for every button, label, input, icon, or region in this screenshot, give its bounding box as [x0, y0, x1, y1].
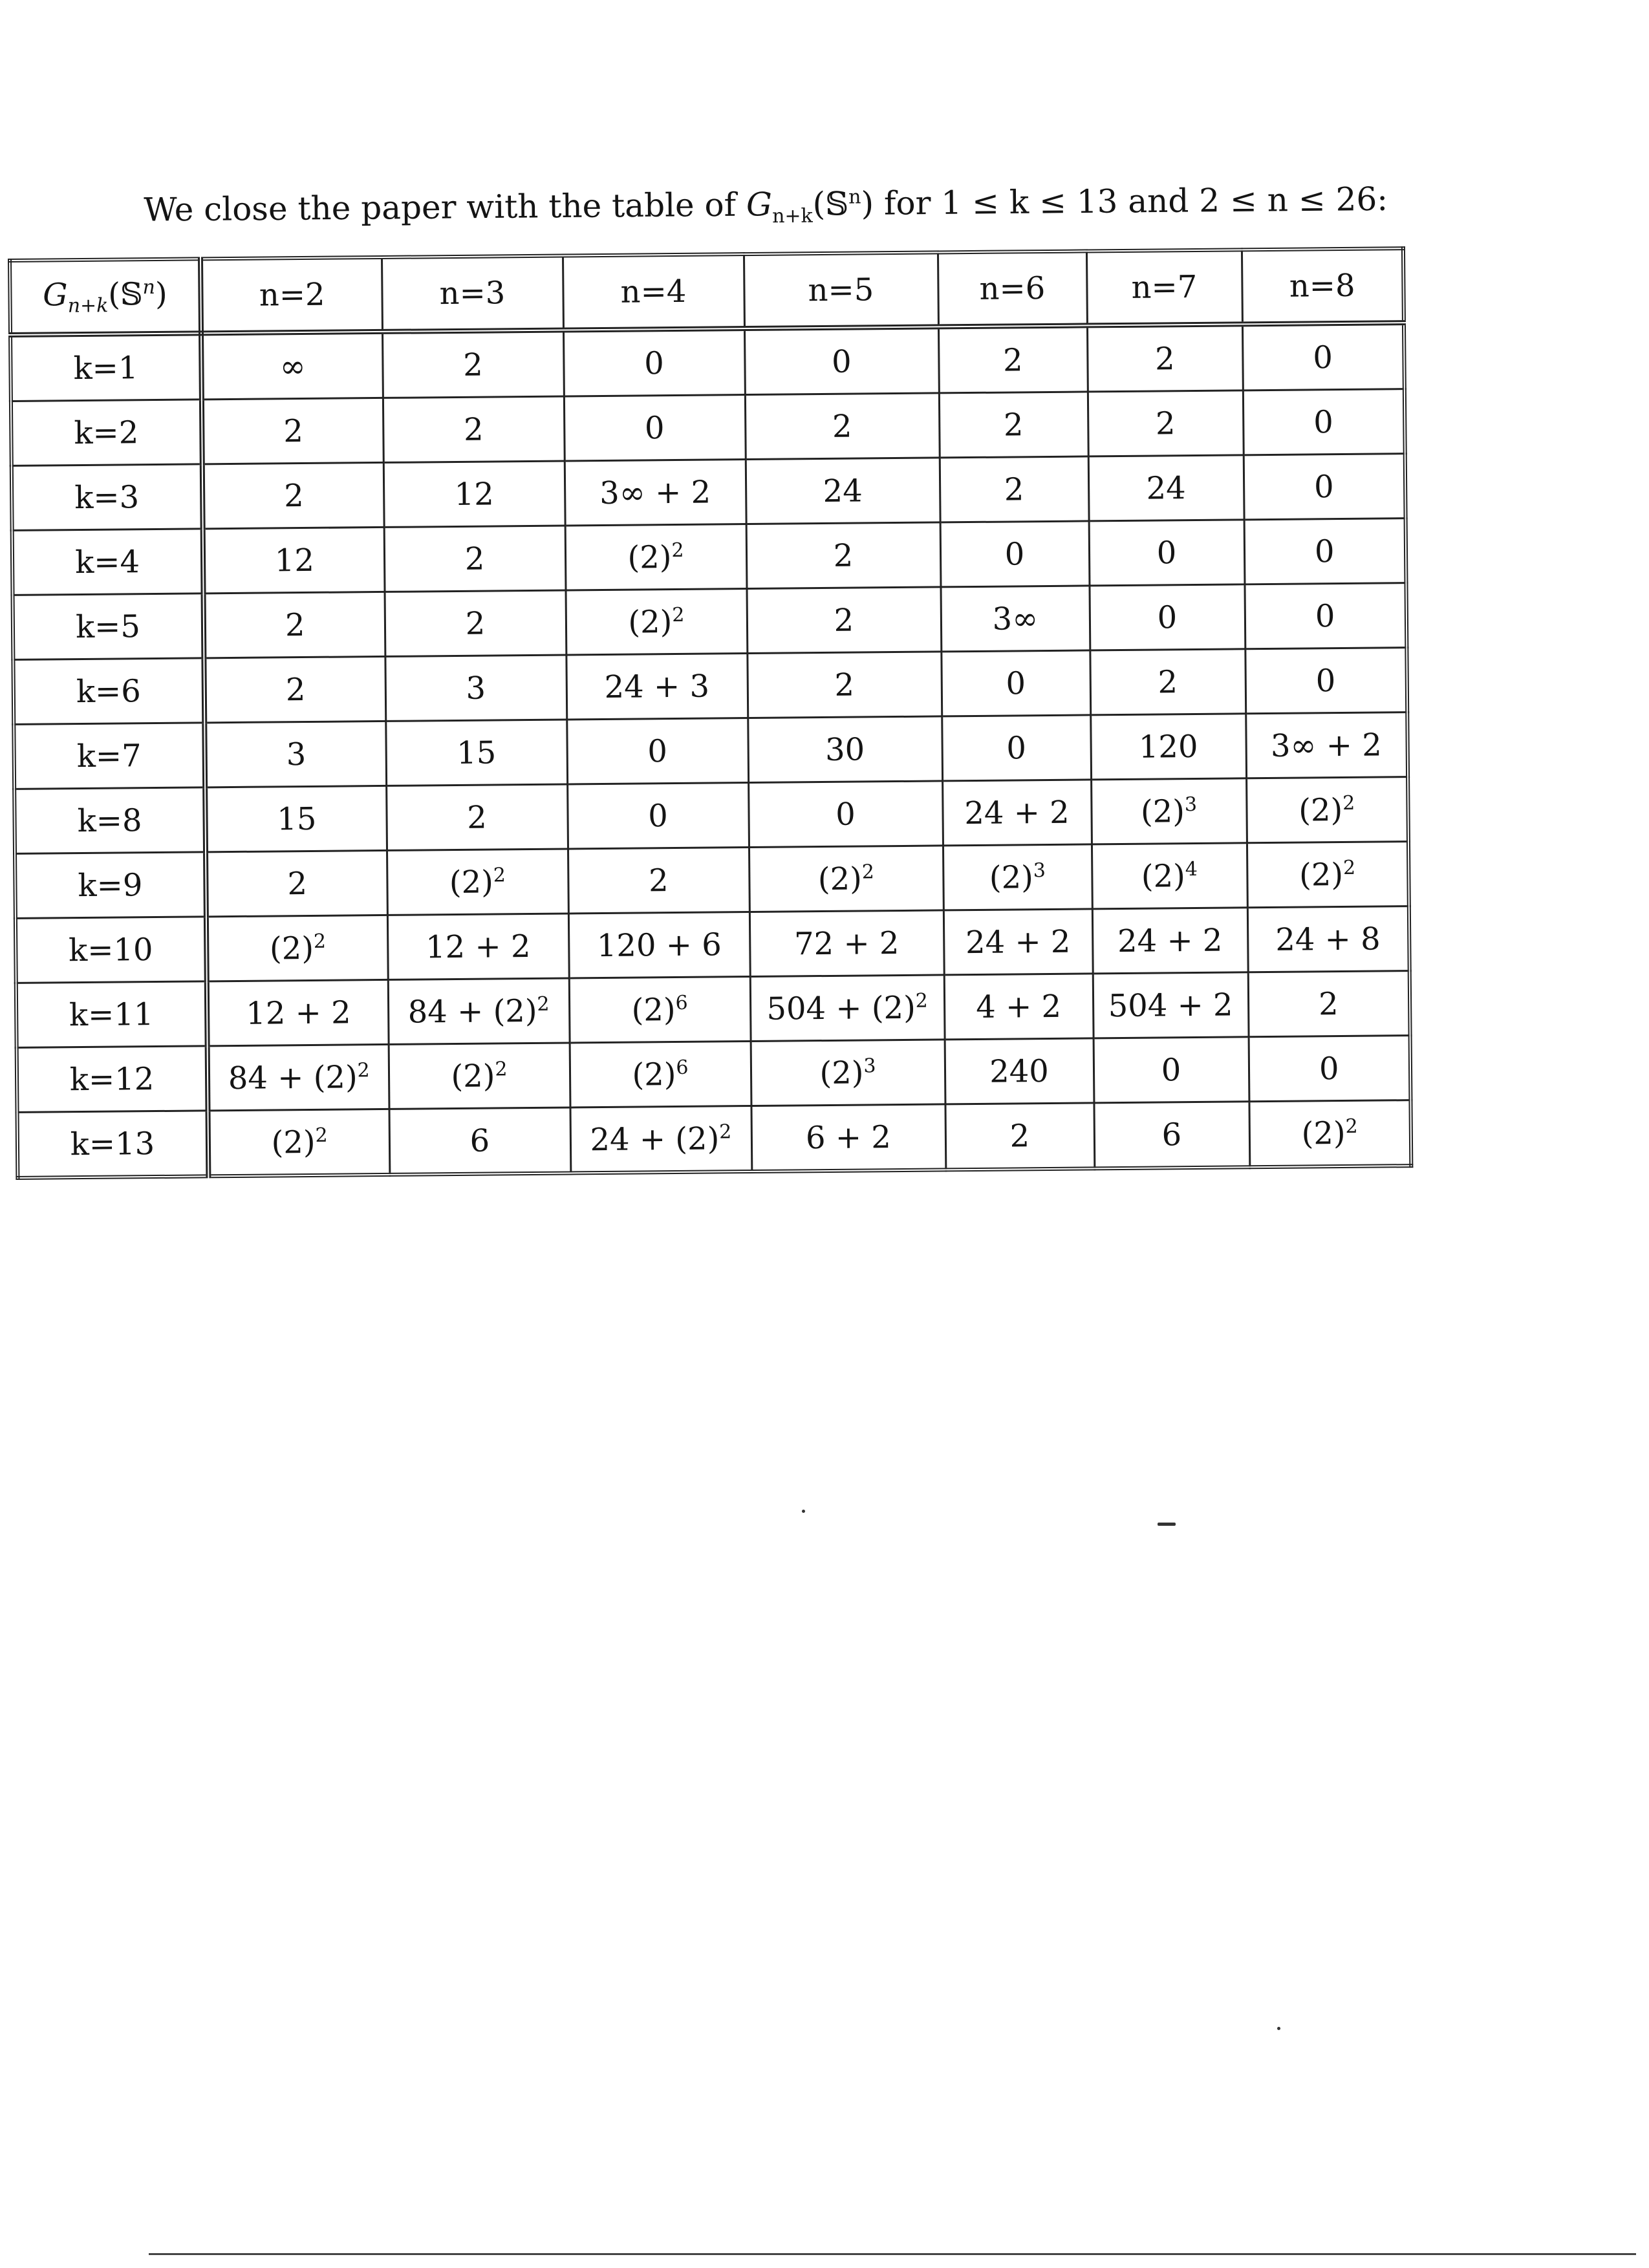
table-cell: $(2)^4$: [1092, 843, 1247, 909]
table-cell: 0: [1094, 1037, 1249, 1103]
table-cell: $(2)^6$: [570, 1042, 751, 1107]
table-cell: 6: [1094, 1102, 1249, 1169]
row-label: k=2: [11, 400, 202, 466]
table-cell: 2: [385, 590, 566, 656]
table-row: [17, 1036, 1411, 1113]
row-label: k=5: [13, 594, 204, 660]
table-cell: $(2)^2$: [208, 1109, 390, 1176]
table-cell: 0: [748, 781, 943, 848]
table-cell: 2: [1088, 390, 1244, 456]
table-cell: $84 + (2)^2$: [388, 978, 570, 1044]
table-cell: 2: [746, 587, 941, 654]
table-cell: 12 + 2: [207, 979, 389, 1045]
table-cell: 6: [389, 1107, 571, 1175]
table-cell: $(2)^6$: [569, 977, 751, 1043]
table-row: [15, 842, 1409, 919]
table-cell: 0: [564, 395, 746, 461]
table-cell: 2: [386, 784, 568, 850]
column-header: n=2: [200, 257, 382, 333]
corner-arg: (𝕊: [108, 275, 143, 313]
row-label: k=10: [16, 917, 207, 983]
table-cell: 24 + 2: [943, 909, 1093, 975]
table-cell: 0: [1089, 520, 1245, 586]
table-cell: 0: [567, 783, 749, 849]
table-cell: 24: [746, 458, 940, 524]
intro-g-sup: n: [848, 186, 861, 209]
table-header-row: [10, 248, 1404, 335]
table-cell: 2: [204, 656, 385, 722]
table-container: [8, 246, 1413, 1180]
table-cell: 2: [202, 462, 384, 528]
table-cell: ∞: [201, 332, 383, 400]
table-cell: 504 + 2: [1093, 972, 1249, 1038]
table-cell: 120: [1090, 714, 1246, 780]
table-cell: 3∞ + 2: [1245, 712, 1408, 778]
table-cell: 12: [383, 461, 565, 527]
table-cell: 0: [566, 718, 748, 784]
table-cell: 24: [1088, 455, 1244, 521]
table-cell: 24 + 2: [1092, 908, 1248, 974]
table-cell: $(2)^2$: [565, 524, 747, 590]
row-label: k=4: [12, 529, 204, 595]
row-label: k=7: [14, 723, 205, 789]
corner-close: ): [155, 275, 167, 312]
table-cell: 0: [1089, 584, 1245, 650]
table-cell: $504 + (2)^2$: [750, 975, 945, 1042]
table-cell: 24 + 3: [566, 654, 748, 720]
corner-sup: n: [142, 275, 156, 299]
table-cell: $(2)^2$: [749, 846, 943, 912]
table-cell: 24 + 8: [1247, 906, 1410, 972]
table-cell: 0: [940, 521, 1090, 587]
table-row: [13, 583, 1407, 660]
table-row: [12, 519, 1406, 595]
table-cell: $(2)^3$: [1091, 778, 1247, 844]
table-cell: 4 + 2: [944, 974, 1094, 1040]
scan-speck: [1277, 2027, 1280, 2030]
table-cell: 0: [1245, 648, 1407, 714]
row-label: k=9: [15, 852, 206, 919]
table-cell: 240: [945, 1038, 1094, 1104]
row-label: k=3: [12, 464, 203, 531]
table-cell: 0: [1242, 323, 1405, 390]
row-label: k=1: [10, 333, 202, 401]
table-cell: 2: [202, 398, 383, 464]
table-cell: 2: [1090, 649, 1245, 715]
table-cell: 3: [204, 721, 386, 787]
table-cell: 0: [744, 326, 939, 394]
table-cell: 3∞ + 2: [565, 460, 746, 526]
table-cell: $(2)^3$: [943, 844, 1092, 910]
table-cell: 2: [1248, 971, 1410, 1037]
table-cell: 0: [1244, 583, 1406, 649]
intro-g-letter: G: [746, 186, 773, 224]
table-row: [10, 323, 1405, 401]
row-label: k=13: [17, 1111, 209, 1178]
table-cell: $(2)^2$: [389, 1043, 570, 1109]
table-cell: 2: [940, 456, 1089, 522]
row-label: k=6: [13, 658, 204, 725]
table-cell: $(2)^2$: [387, 849, 568, 915]
table-cell: $84 + (2)^2$: [208, 1044, 389, 1110]
table-cell: $(2)^3$: [751, 1040, 945, 1106]
table-cell: 2: [939, 392, 1088, 458]
table-row: [14, 712, 1408, 789]
table-cell: $(2)^2$: [206, 915, 388, 981]
column-header: n=8: [1242, 248, 1404, 324]
table-cell: 2: [945, 1103, 1094, 1170]
table-cell: 72 + 2: [749, 910, 944, 977]
column-header: n=4: [563, 254, 744, 330]
table-cell: 2: [747, 652, 942, 718]
corner-sub: n+k: [67, 294, 109, 317]
column-header: n=3: [382, 256, 563, 332]
table-cell: $(2)^2$: [1247, 842, 1409, 908]
table-cell: $(2)^2$: [1246, 777, 1408, 843]
table-cell: 2: [938, 325, 1088, 393]
table-row: [17, 1100, 1412, 1178]
table-row: [13, 648, 1407, 725]
table-cell: $(2)^2$: [1249, 1100, 1411, 1168]
table-cell: 0: [942, 715, 1091, 781]
table-row: [16, 906, 1410, 983]
scan-speck: [802, 1510, 805, 1513]
homotopy-groups-table: [8, 246, 1413, 1180]
intro-g-close: ): [861, 184, 874, 222]
table-cell: 6 + 2: [751, 1104, 945, 1171]
corner-letter: G: [43, 276, 68, 314]
table-cell: 0: [1249, 1036, 1411, 1102]
row-label: k=11: [16, 981, 208, 1048]
intro-g-arg: (𝕊: [812, 185, 849, 223]
intro-tail: for 1 ≤ k ≤ 13 and 2 ≤ n ≤ 26:: [873, 180, 1388, 222]
table-cell: 0: [1244, 454, 1406, 520]
table-body: [10, 323, 1411, 1178]
table-cell: 2: [206, 850, 387, 916]
table-cell: 2: [383, 396, 565, 462]
table-row: [12, 454, 1406, 531]
scan-speck: [1158, 1523, 1176, 1526]
row-label: k=12: [17, 1046, 208, 1113]
table-cell: 30: [748, 716, 942, 783]
table-cell: 120 + 6: [568, 912, 750, 978]
table-cell: 3∞: [940, 586, 1090, 652]
table-cell: 2: [745, 393, 940, 460]
scan-bottom-rule: [149, 2253, 1636, 2255]
table-cell: 3: [385, 655, 566, 721]
row-label: k=8: [14, 787, 206, 854]
table-cell: 0: [1244, 519, 1406, 584]
table-cell: $24 + (2)^2$: [570, 1106, 751, 1173]
table-cell: 0: [563, 328, 745, 396]
table-cell: 2: [746, 522, 941, 589]
intro-lead: We close the paper with the table of: [144, 186, 747, 229]
table-cell: 12: [203, 527, 385, 593]
table-cell: 15: [205, 786, 387, 851]
column-header: n=5: [744, 252, 938, 328]
table-cell: 2: [204, 592, 385, 658]
intro-g-sub: n+k: [771, 204, 813, 228]
table-row: [11, 389, 1405, 466]
table-cell: 0: [941, 650, 1090, 716]
column-header: n=7: [1086, 250, 1242, 325]
table-row: [14, 777, 1408, 854]
table-cell: 2: [568, 848, 749, 914]
table-corner-header: [10, 259, 201, 335]
table-cell: 15: [385, 720, 567, 786]
table-cell: 2: [384, 526, 566, 592]
table-cell: $(2)^2$: [566, 589, 748, 655]
table-cell: 2: [382, 330, 564, 398]
table-cell: 0: [1243, 389, 1405, 455]
table-cell: 24 + 2: [942, 780, 1092, 846]
table-row: [16, 971, 1410, 1048]
column-header: n=6: [938, 251, 1087, 326]
table-cell: 12 + 2: [387, 914, 569, 979]
table-cell: 2: [1087, 324, 1243, 392]
intro-sentence: [144, 170, 1438, 245]
